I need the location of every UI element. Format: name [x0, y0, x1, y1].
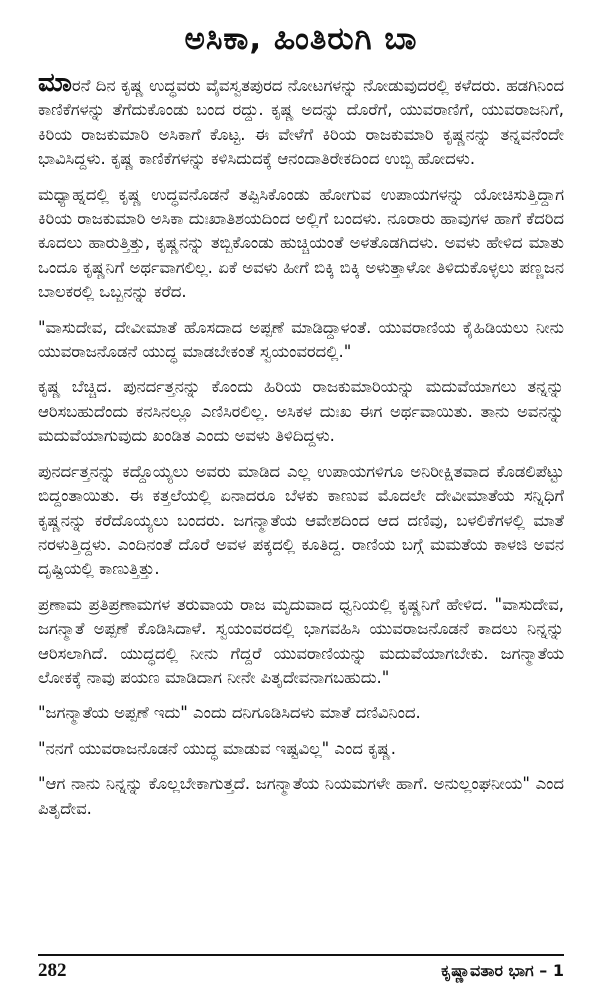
page-footer	[38, 954, 564, 982]
running-book-title: ಕೃಷ್ಣಾವತಾರ ಭಾಗ – 1	[441, 961, 564, 980]
paragraph-1	[38, 68, 564, 172]
paragraph-9: "ಆಗ ನಾನು ನಿನ್ನನ್ನು ಕೊಲ್ಲಬೇಕಾಗುತ್ತದೆ. ಜಗನ್ಮಾತೆಯ ನಿಯಮಗಳೇ ಹಾಗೆ. ಅನುಲ್ಲಂಘನೀಯ" ಎಂದ ಪಿತೃದೇವ.	[38, 774, 564, 818]
chapter-title: ಅಸಿಕಾ, ಹಿಂತಿರುಗಿ ಬಾ	[184, 21, 418, 57]
paragraph-5: ಪುನರ್ದತ್ತನನ್ನು ಕದ್ದೊಯ್ಯಲು ಅವರು ಮಾಡಿದ ಎಲ್ಲ ಉಪಾಯಗಳಿಗೂ ಅನಿರೀಕ್ಷಿತವಾದ ಕೊಡಲಿಪೆಟ್ಟು ಬಿದ್ದಂತಾಯಿತು. ಈ ಕತ್ತಲೆಯಲ್ಲಿ ಏನಾದರೂ ಬೆಳಕು ಕಾಣುವ ಮೊದಲೇ ದೇವೀಮಾತೆಯ ಸನ್ನಿಧಿಗೆ ಕೃಷ್ಣನನ್ನು ಕರೆದೊಯ್ಯಲು ಬಂದರು. ಜಗನ್ಮಾತೆಯ ಆವೇಶದಿಂದ ಆದ ದಣಿವು, ಬಳಲಿಕೆಗಳಲ್ಲಿ ಮಾತೆ ನರಳುತ್ತಿದ್ದಳು. ಎಂದಿನಂತೆ ದೊರೆ ಅವಳ ಪಕ್ಕದಲ್ಲಿ ಕೂತಿದ್ದ. ರಾಣಿಯ ಬಗ್ಗೆ ಮಮತೆಯ ಕಾಳಜಿ ಅವನ ದೃಷ್ಟಿಯಲ್ಲಿ ಕಾಣುತ್ತಿತ್ತು.	[38, 461, 564, 579]
page-number: 282	[38, 960, 67, 981]
drop-cap: ಮಾ	[38, 68, 72, 98]
paragraph-8: "ನನಗೆ ಯುವರಾಜನೊಡನೆ ಯುದ್ಧ ಮಾಡುವ ಇಷ್ಟವಿಲ್ಲ" ಎಂದ ಕೃಷ್ಣ.	[38, 738, 396, 758]
paragraph-3: "ವಾಸುದೇವ, ದೇವೀಮಾತೆ ಹೊಸದಾದ ಅಪ್ಪಣೆ ಮಾಡಿದ್ದಾಳಂತೆ. ಯುವರಾಣಿಯ ಕೈಹಿಡಿಯಲು ನೀನು ಯುವರಾಜನೊಡನೆ ಯುದ್ಧ ಮಾಡಬೇಕಂತೆ ಸ್ವಯಂವರದಲ್ಲಿ."	[38, 317, 564, 362]
paragraph-text: ರನೆ ದಿನ ಕೃಷ್ಣ ಉದ್ಧವರು ವೈವಸ್ವತಪುರದ ನೋಟಗಳನ್ನು ನೋಡುವುದರಲ್ಲಿ ಕಳೆದರು. ಹಡಗಿನಿಂದ ಕಾಣಿಕೆಗಳನ್ನು ತೆಗೆದುಕೊಂಡು ಬಂದ ರದ್ದು. ಕೃಷ್ಣ ಅದನ್ನು ದೊರೆಗೆ, ಯುವರಾಣಿಗೆ, ಯುವರಾಜನಿಗೆ, ಕಿರಿಯ ರಾಜಕುಮಾರಿ ಅಸಿಕಾಗೆ ಕೊಟ್ಟ. ಈ ವೇಳೆಗೆ ಕಿರಿಯ ರಾಜಕುಮಾರಿ ಕೃಷ್ಣನನ್ನು ತನ್ನವನೆಂದೇ ಭಾವಿಸಿದ್ದಳು. ಕೃಷ್ಣ ಕಾಣಿಕೆಗಳನ್ನು ಕಳಿಸಿದುದಕ್ಕೆ ಆನಂದಾತಿರೇಕದಿಂದ ಉಬ್ಬಿ ಹೋದಳು.	[38, 76, 564, 169]
paragraph-7: "ಜಗನ್ಮಾತೆಯ ಅಪ್ಪಣೆ ಇದು" ಎಂದು ದನಿಗೂಡಿಸಿದಳು ಮಾತೆ ದಣಿವಿನಿಂದ.	[38, 703, 421, 723]
paragraph-2: ಮಧ್ಯಾಹ್ನದಲ್ಲಿ ಕೃಷ್ಣ ಉದ್ಧವನೊಡನೆ ತಪ್ಪಿಸಿಕೊಂಡು ಹೋಗುವ ಉಪಾಯಗಳನ್ನು ಯೋಚಿಸುತ್ತಿದ್ದಾಗ ಕಿರಿಯ ರಾಜಕುಮಾರಿ ಅಸಿಕಾ ದುಃಖಾತಿಶಯದಿಂದ ಅಲ್ಲಿಗೆ ಬಂದಳು. ನೂರಾರು ಹಾವುಗಳ ಹಾಗೆ ಕೆದರಿದ ಕೂದಲು ಹಾರುತ್ತಿತ್ತು, ಕೃಷ್ಣನನ್ನು ತಬ್ಬಿಕೊಂಡು ಹುಚ್ಚಿಯಂತೆ ಅಳತೊಡಗಿದಳು. ಅವಳು ಹೇಳಿದ ಮಾತು ಒಂದೂ ಕೃಷ್ಣನಿಗೆ ಅರ್ಥವಾಗಲಿಲ್ಲ. ಏಕೆ ಅವಳು ಹೀಗೆ ಬಿಕ್ಕಿ ಬಿಕ್ಕಿ ಅಳುತ್ತಾಳೋ ತಿಳಿದುಕೊಳ್ಳಲು ಪಣ್ಣಜನ ಬಾಲಕರಲ್ಲಿ ಒಬ್ಬನನ್ನು ಕರೆದ.	[38, 184, 564, 302]
paragraph-6: ಪ್ರಣಾಮ ಪ್ರತಿಪ್ರಣಾಮಗಳ ತರುವಾಯ ರಾಜ ಮೃದುವಾದ ಧ್ವನಿಯಲ್ಲಿ ಕೃಷ್ಣನಿಗೆ ಹೇಳಿದ. "ವಾಸುದೇವ, ಜಗನ್ಮಾತೆ ಅಪ್ಪಣೆ ಕೊಡಿಸಿದಾಳೆ. ಸ್ವಯಂವರದಲ್ಲಿ ಭಾಗವಹಿಸಿ ಯುವರಾಜನೊಡನೆ ಕಾದಲು ನಿನ್ನನ್ನು ಆರಿಸಲಾಗಿದೆ. ಯುದ್ಧದಲ್ಲಿ ನೀನು ಗೆದ್ದರೆ ಯುವರಾಣಿಯನ್ನು ಮದುವೆಯಾಗಬೇಕು. ಜಗನ್ಮಾತೆಯ ಲೋಕಕ್ಕೆ ನಾವು ಪಯಣ ಮಾಡಿದಾಗ ನೀನೇ ಪಿತೃದೇವನಾಗಬಹುದು."	[38, 594, 564, 687]
paragraph-4: ಕೃಷ್ಣ ಬೆಚ್ಚಿದ. ಪುನರ್ದತ್ತನನ್ನು ಕೊಂದು ಹಿರಿಯ ರಾಜಕುಮಾರಿಯನ್ನು ಮದುವೆಯಾಗಲು ತನ್ನನ್ನು ಆರಿಸಬಹುದೆಂದು ಕನಸಿನಲ್ಲೂ ಎಣಿಸಿರಲಿಲ್ಲ. ಅಸಿಕಳ ದುಃಖ ಈಗ ಅರ್ಥವಾಯಿತು. ತಾನು ಅವನನ್ನು ಮದುವೆಯಾಗುವುದು ಖಂಡಿತ ಎಂದು ಅವಳು ತಿಳಿದಿದ್ದಳು.	[38, 377, 564, 446]
